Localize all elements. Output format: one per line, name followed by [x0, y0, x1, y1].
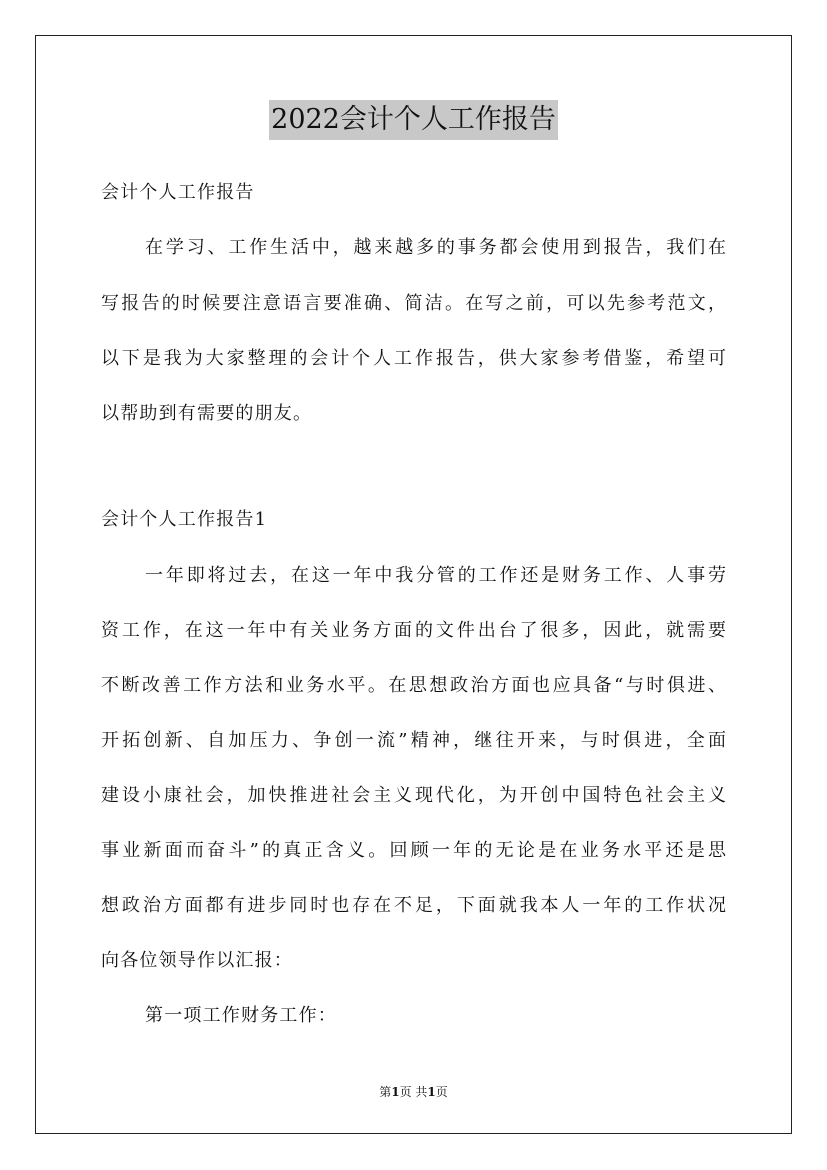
section-heading: 会计个人工作报告1: [101, 509, 268, 530]
footer-page-number: 1: [391, 1085, 400, 1099]
intro-line: 以下是我为大家整理的会计个人工作报告，供大家参考借鉴，希望可: [101, 348, 726, 369]
body-line: 建设小康社会，加快推进社会主义现代化，为开创中国特色社会主义: [101, 785, 726, 806]
footer-mid: 页 共: [399, 1085, 428, 1099]
intro-line: 以帮助到有需要的朋友。: [101, 403, 313, 424]
intro-line: 在学习、工作生活中，越来越多的事务都会使用到报告，我们在: [145, 237, 726, 258]
body-line: 不断改善工作方法和业务水平。在思想政治方面也应具备“与时俱进、: [101, 675, 726, 696]
intro-line: 写报告的时候要注意语言要准确、简洁。在写之前，可以先参考范文，: [101, 293, 726, 314]
document-title: 2022会计个人工作报告: [269, 100, 558, 140]
body-line: 想政治方面都有进步同时也存在不足，下面就我本人一年的工作状况: [101, 895, 726, 916]
footer-suffix: 页: [435, 1085, 448, 1099]
body-line: 资工作，在这一年中有关业务方面的文件出台了很多，因此，就需要: [101, 620, 726, 641]
page-footer: [0, 1084, 827, 1100]
title-container: [0, 100, 827, 140]
footer-prefix: 第: [379, 1085, 392, 1099]
body-line: 向各位领导作以汇报：: [101, 950, 293, 971]
body-line: 开拓创新、自加压力、争创一流”精神，继往开来，与时俱进，全面: [101, 730, 726, 751]
footer-page-total: 1: [427, 1085, 436, 1099]
body-line: 一年即将过去，在这一年中我分管的工作还是财务工作、人事劳: [145, 565, 726, 586]
subtitle: 会计个人工作报告: [101, 182, 255, 203]
subheading: 第一项工作财务工作：: [145, 1005, 337, 1026]
body-line: 事业新面而奋斗”的真正含义。回顾一年的无论是在业务水平还是思: [101, 840, 726, 861]
